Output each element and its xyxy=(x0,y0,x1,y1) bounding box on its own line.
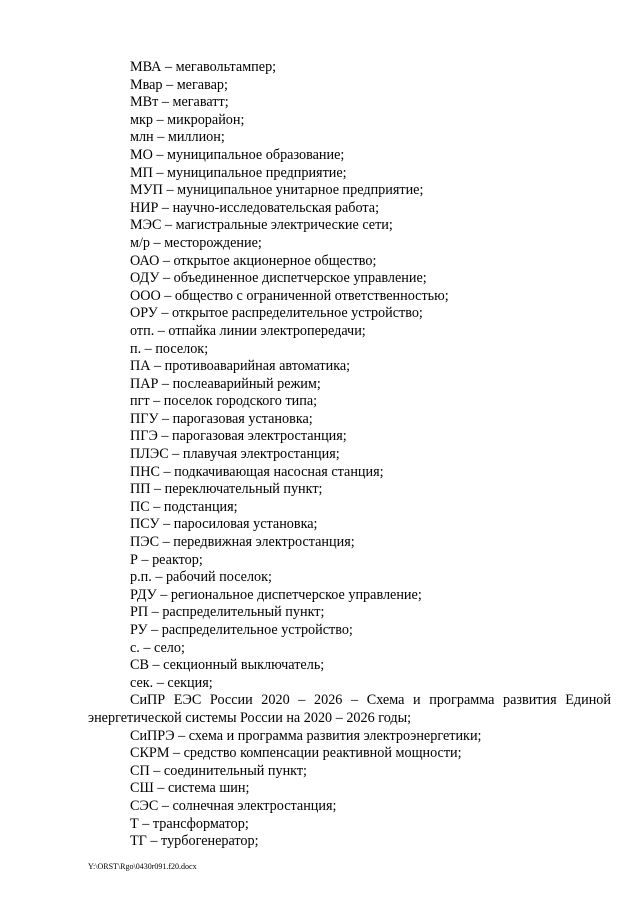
abbreviation-entry: МУП – муниципальное унитарное предприятие; xyxy=(130,182,424,199)
abbreviation-entry: ПЛЭС – плавучая электростанция; xyxy=(130,446,340,463)
abbreviation-entry: МО – муниципальное образование; xyxy=(130,146,345,163)
abbreviation-entry: ПЭС – передвижная электростанция; xyxy=(130,534,355,551)
abbreviation-entry: ОДУ – объединенное диспетчерское управление; xyxy=(130,270,427,287)
abbreviation-entry: СВ – секционный выключатель; xyxy=(130,657,325,674)
abbreviation-entry: ПСУ – паросиловая установка; xyxy=(130,516,318,533)
abbreviation-entry: с. – село; xyxy=(130,639,185,656)
abbreviation-entry: РДУ – региональное диспетчерское управление; xyxy=(130,586,422,603)
abbreviation-entry: СЭС – солнечная электростанция; xyxy=(130,797,337,814)
abbreviation-entry: СиПР ЕЭС России 2020 – 2026 – Схема и программа развития Единой энергетической системы России на 2020 – 2026 годы; xyxy=(88,692,611,726)
abbreviation-entry: п. – поселок; xyxy=(130,340,209,357)
abbreviation-entry: ПГЭ – парогазовая электростанция; xyxy=(130,428,347,445)
abbreviation-entry: м/р – месторождение; xyxy=(130,234,262,251)
abbreviation-entry: млн – миллион; xyxy=(130,129,225,146)
abbreviation-entry: РУ – распределительное устройство; xyxy=(130,622,353,638)
abbreviation-entry: СКРМ – средство компенсации реактивной мощности; xyxy=(130,745,462,762)
abbreviation-entry: СиПРЭ – схема и программа развития электроэнергетики; xyxy=(130,727,482,744)
abbreviation-entry: пгт – поселок городского типа; xyxy=(130,393,318,410)
abbreviation-entry: отп. – отпайка линии электропередачи; xyxy=(130,322,366,339)
abbreviation-entry: ПА – противоаварийная автоматика; xyxy=(130,358,351,375)
abbreviation-entry: ОАО – открытое акционерное общество; xyxy=(130,252,377,269)
abbreviation-entry: РП – распределительный пункт; xyxy=(130,604,325,621)
abbreviation-entry: р.п. – рабочий поселок; xyxy=(130,569,272,586)
abbreviation-entry: ТГ – турбогенератор; xyxy=(130,833,259,850)
abbreviation-entry: СП – соединительный пункт; xyxy=(130,762,308,779)
abbreviation-entry: СШ – система шин; xyxy=(130,780,250,797)
abbreviation-entry: Мвар – мегавар; xyxy=(130,76,228,93)
abbreviation-list xyxy=(88,59,611,851)
abbreviation-entry: МП – муниципальное предприятие; xyxy=(130,164,347,181)
abbreviation-entry: ПП – переключательный пункт; xyxy=(130,481,323,498)
abbreviation-entry: ООО – общество с ограниченной ответственностью; xyxy=(130,287,449,304)
abbreviation-entry: Р – реактор; xyxy=(130,551,203,568)
abbreviation-entry: ПАР – послеаварийный режим; xyxy=(130,375,321,392)
abbreviation-entry: ПС – подстанция; xyxy=(130,498,238,515)
abbreviation-entry: ПГУ – парогазовая установка; xyxy=(130,410,313,427)
abbreviation-entry: сек. – секция; xyxy=(130,674,213,691)
abbreviation-entry: ОРУ – открытое распределительное устройство; xyxy=(130,305,423,322)
abbreviation-entry: ПНС – подкачивающая насосная станция; xyxy=(130,463,384,480)
abbreviation-entry: МВА – мегавольтампер; xyxy=(130,59,277,75)
abbreviation-entry: МЭС – магистральные электрические сети; xyxy=(130,217,393,234)
abbreviation-entry: мкр – микрорайон; xyxy=(130,111,245,128)
file-path-footer: Y:\ORST\Rgo\0430r091.f20.docx xyxy=(88,862,197,871)
abbreviation-entry: Т – трансформатор; xyxy=(130,815,249,832)
abbreviation-entry: НИР – научно-исследовательская работа; xyxy=(130,199,380,216)
abbreviation-entry: МВт – мегаватт; xyxy=(130,94,229,111)
